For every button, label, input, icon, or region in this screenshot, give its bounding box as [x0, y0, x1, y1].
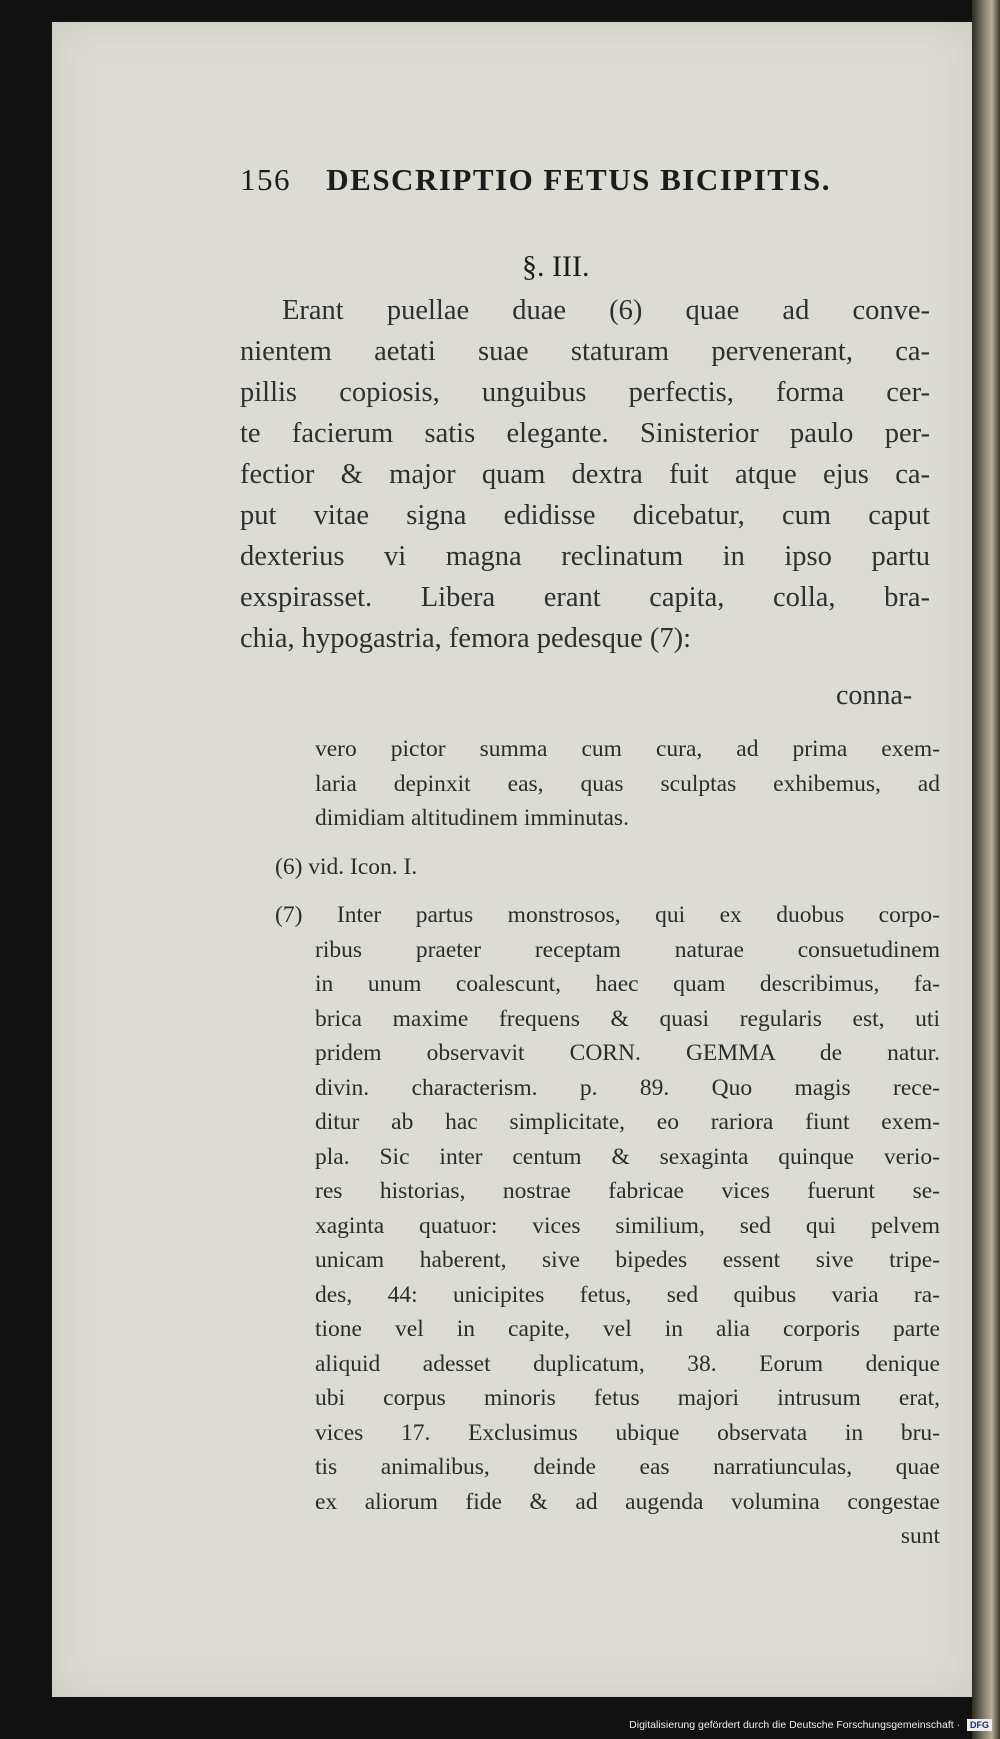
digitization-credit: [629, 1719, 992, 1731]
text-line: fectior & major quam dextra fuit atque ejus ca-: [240, 459, 930, 490]
text-line: put vitae signa edidisse dicebatur, cum caput: [240, 500, 930, 531]
main-text: [240, 290, 930, 659]
footnote-7-line: unicam haberent, sive bipedes essent sive tripe-: [315, 1247, 940, 1273]
dfg-logo: DFG: [967, 1719, 992, 1731]
footnote-6: (6) vid. Icon. I.: [275, 853, 418, 880]
footnote-7-line: tione vel in capite, vel in alia corporis parte: [315, 1316, 940, 1342]
footnote-7-line: pridem observavit CORN. GEMMA de natur.: [315, 1040, 940, 1066]
footnote-7-line: des, 44: unicipites fetus, sed quibus varia ra-: [315, 1281, 940, 1308]
footnote-7-line: pla. Sic inter centum & sexaginta quinque verio-: [315, 1143, 940, 1170]
footnote-7-line: ex aliorum fide & ad augenda volumina congestae: [315, 1488, 940, 1515]
footnote-7-line: ribus praeter receptam naturae consuetudinem: [315, 936, 940, 963]
text-line: pillis copiosis, unguibus perfectis, forma cer-: [240, 377, 930, 408]
running-header: [240, 162, 880, 202]
note-continuation-line: vero pictor summa cum cura, ad prima exem-: [315, 736, 940, 762]
text-line: nientem aetati suae staturam pervenerant, ca-: [240, 336, 930, 367]
footnotes: [275, 732, 940, 1554]
footnote-7-line: in unum coalescunt, haec quam describimus, fa-: [315, 971, 940, 997]
footnote-7-line: xaginta quatuor: vices similium, sed qui pelvem: [315, 1212, 940, 1239]
footnote-7-line: res historias, nostrae fabricae vices fuerunt se-: [315, 1178, 940, 1204]
footnote-7-line: tis animalibus, deinde eas narratiunculas, quae: [315, 1454, 940, 1480]
footnote-7-line: aliquid adesset duplicatum, 38. Eorum denique: [315, 1350, 940, 1377]
text-line: exspirasset. Libera erant capita, colla, bra-: [240, 582, 930, 613]
text-line: Erant puellae duae (6) quae ad conve-: [282, 295, 930, 326]
text-line: te facierum satis elegante. Sinisterior paulo per-: [240, 418, 930, 449]
footnote-7-line: ditur ab hac simplicitate, eo rariora fiunt exem-: [315, 1109, 940, 1135]
text-line: chia, hypogastria, femora pedesque (7):: [240, 623, 692, 654]
catchword: conna-: [836, 680, 913, 711]
credit-text: Digitalisierung gefördert durch die Deutsche Forschungsgemeinschaft ·: [629, 1719, 961, 1731]
text-line: dexterius vi magna reclinatum in ipso partu: [240, 541, 930, 572]
running-title: DESCRIPTIO FETUS BICIPITIS.: [326, 162, 832, 197]
book-binding-edge: [972, 0, 1000, 1739]
footnote-7-line: vices 17. Exclusimus ubique observata in bru-: [315, 1419, 940, 1446]
footnote-7-line: divin. characterism. p. 89. Quo magis rece-: [315, 1074, 940, 1101]
footnote-7-line: brica maxime frequens & quasi regularis est, uti: [315, 1005, 940, 1032]
note-continuation-line: dimidiam altitudinem imminutas.: [315, 805, 629, 831]
footnote-7-end: sunt: [900, 1523, 940, 1549]
footnote-7-line: ubi corpus minoris fetus majori intrusum erat,: [315, 1385, 940, 1411]
section-heading: §. III.: [522, 250, 590, 283]
page-number: 156: [240, 162, 291, 197]
note-continuation-line: laria depinxit eas, quas sculptas exhibemus, ad: [315, 770, 940, 797]
footnote-7-line: (7) Inter partus monstrosos, qui ex duobus corpo-: [275, 902, 940, 928]
